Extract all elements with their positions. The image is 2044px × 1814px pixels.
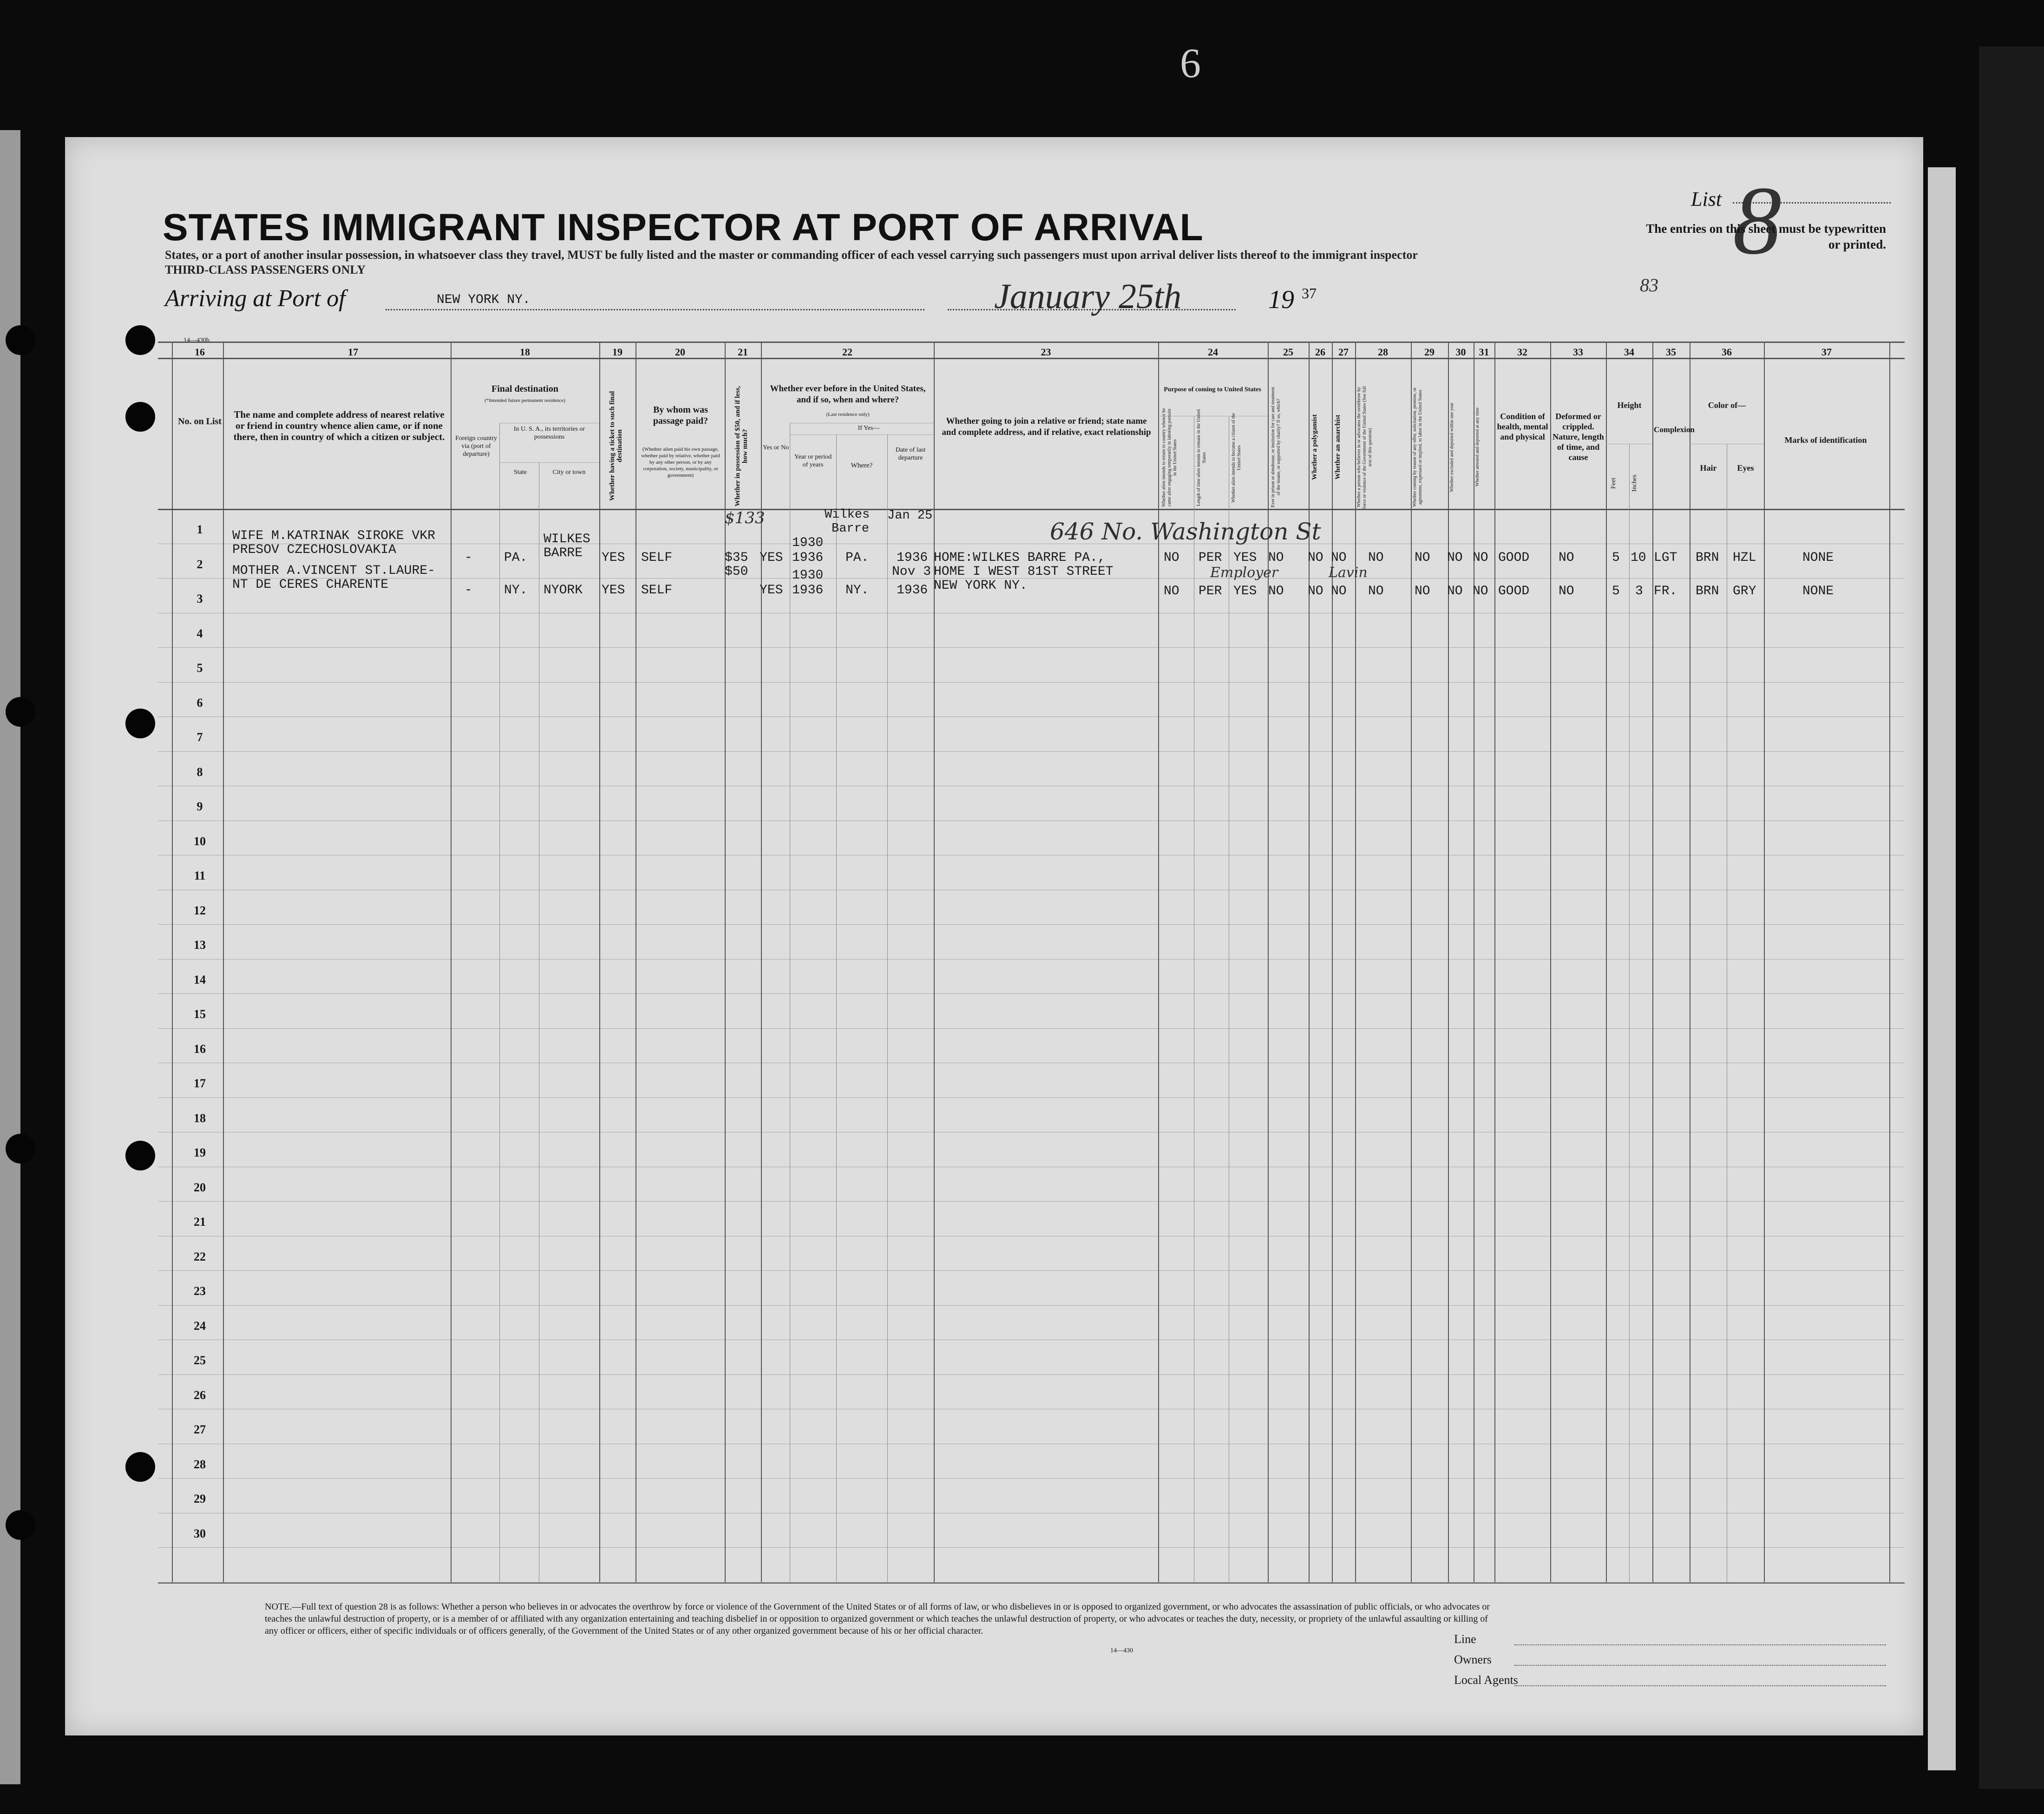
entry-1-departure: 1936 [897, 551, 928, 565]
grid-line [158, 716, 1905, 717]
subtitle-class: THIRD-CLASS PASSENGERS ONLY [165, 263, 366, 276]
list-label: List [1691, 188, 1722, 210]
entry-1-where: PA. [845, 551, 869, 565]
form-code: 14—430b [183, 337, 210, 344]
list-number: 8 [1733, 167, 1782, 275]
entry-1-marks: NONE [1802, 551, 1834, 565]
entry-1-city-line1: WILKES [544, 532, 590, 546]
entry-2-relative-line2: NT DE CERES CHARENTE [232, 578, 389, 592]
header-state: State [514, 469, 527, 476]
entry-1-complexion: LGT [1654, 551, 1677, 565]
row-number: 25 [194, 1354, 206, 1367]
header-no-on-list: No. on List [178, 416, 222, 427]
entry-1-anarchist: NO [1331, 551, 1347, 565]
col-num: 23 [1041, 346, 1051, 358]
header-where: Where? [851, 462, 873, 469]
row-number: 22 [194, 1249, 206, 1263]
header-final-destination: Final destination [491, 384, 558, 394]
header-return-intent: Whether alien intends to return to country whence he came after engaging temporarily in laboring pursuits in the United States [1161, 408, 1178, 507]
grid-line [836, 434, 837, 1582]
port-line [386, 309, 924, 310]
row-number: 27 [194, 1423, 206, 1437]
col-num: 36 [1722, 346, 1732, 358]
entry-2-feet: 5 [1612, 584, 1620, 598]
grid-line [1889, 342, 1890, 1582]
grid-line [761, 342, 762, 1582]
grid-line [158, 1270, 1905, 1271]
entry-1-length: PER [1199, 551, 1222, 565]
entry-1-money: $35 [725, 551, 748, 565]
footer-agents-label: Local Agents [1454, 1673, 1518, 1687]
binder-hole [6, 697, 35, 727]
entry-1-purpose-handwritten: Employer [1210, 565, 1278, 581]
header-period: Year or period of years [794, 454, 832, 468]
entry-2-anarchist: NO [1331, 584, 1347, 598]
page-subtitle [165, 248, 1628, 277]
entry-1-health: GOOD [1498, 551, 1530, 565]
entry-1-return: NO [1164, 551, 1179, 565]
grid-line [1606, 342, 1607, 1582]
row-number: 7 [197, 730, 203, 744]
col-num: 34 [1624, 346, 1634, 358]
entry-1-joining-handwritten: 646 No. Washington St [1050, 518, 1321, 545]
entry-1-city-line2: BARRE [544, 546, 583, 560]
footnote-form-code: 14—430 [1110, 1647, 1133, 1654]
row-number: 10 [194, 834, 206, 848]
entry-2-length: PER [1199, 584, 1222, 598]
header-color-of: Color of— [1708, 401, 1746, 410]
entry-2-complexion: FR. [1654, 584, 1677, 598]
grid-line [158, 1201, 1905, 1202]
header-complexion: Complexion [1654, 425, 1695, 434]
entry-2-paid-by: SELF [641, 583, 673, 598]
grid-line [790, 434, 934, 435]
grid-line [158, 647, 1905, 648]
entry-2-inches: 3 [1635, 584, 1643, 598]
header-foreign-via: Foreign country via (port of departure) [455, 435, 497, 458]
col-num: 31 [1479, 346, 1489, 358]
grid-line [158, 682, 1905, 683]
entry-1-relative-line2: PRESOV CZECHOSLOVAKIA [232, 543, 396, 557]
entry-1-inches: 10 [1631, 551, 1646, 565]
col-num: 27 [1338, 346, 1349, 358]
entry-2-joining-line2: NEW YORK NY. [934, 578, 1028, 593]
col-num: 17 [348, 346, 358, 358]
col-num: 18 [520, 346, 530, 358]
row-number: 24 [194, 1319, 206, 1333]
grid-line [158, 751, 1905, 752]
arriving-label: Arriving at Port of [165, 285, 346, 312]
header-anarchist: Whether an anarchist [1334, 414, 1342, 480]
row-number: 30 [194, 1526, 206, 1540]
entry-1-relative-line1: WIFE M.KATRINAK SIROKE VKR [232, 529, 435, 543]
entry-2-q29: NO [1415, 584, 1430, 598]
col-num: 24 [1208, 346, 1218, 358]
grid-line [1411, 342, 1412, 1582]
port-value: NEW YORK NY. [437, 293, 531, 307]
col-num: 16 [195, 346, 205, 358]
entry-1-period-line1: 1930 [792, 536, 824, 550]
footer-owners-field [1514, 1665, 1886, 1666]
arrival-date: January 25th [994, 277, 1182, 316]
entry-2-citizen: YES [1233, 584, 1257, 598]
header-hair: Hair [1700, 463, 1717, 473]
col-num: 25 [1283, 346, 1293, 358]
grid-line [1494, 342, 1495, 1582]
year-prefix: 19 [1268, 285, 1294, 314]
grid-line [158, 1582, 1905, 1583]
grid-line [635, 342, 636, 1582]
entry-2-period-line1: 1930 [792, 568, 824, 583]
entry-2-prison: NO [1268, 584, 1284, 598]
header-excluded: Whether excluded and deported within one year [1449, 402, 1454, 492]
entry-2-q28: NO [1368, 584, 1384, 598]
row-number: 6 [197, 696, 203, 710]
row-number: 2 [197, 557, 203, 571]
col-num: 28 [1378, 346, 1388, 358]
row-number: 5 [197, 661, 203, 675]
entry-2-q30: NO [1447, 584, 1463, 598]
header-city: City or town [552, 469, 586, 476]
entry-2-money: $50 [725, 565, 748, 579]
header-deformed: Deformed or crippled. Nature, length of time, and cause [1553, 412, 1604, 462]
entry-1-hair: BRN [1696, 551, 1719, 565]
entry-1-foreign-via: - [465, 551, 472, 565]
grid-line [599, 342, 600, 1582]
entry-1-citizen: YES [1233, 551, 1257, 565]
grid-line [725, 342, 726, 1582]
entry-1-joining: HOME:WILKES BARRE PA., [934, 551, 1106, 565]
grid-line [158, 1374, 1905, 1375]
entry-1-date: Jan 25 [887, 509, 933, 523]
top-margin-mark: 6 [1180, 40, 1201, 86]
row-number: 26 [194, 1388, 206, 1402]
header-arrested: Whether arrested and deported at any time [1475, 407, 1480, 487]
entry-2-relative-line1: MOTHER A.VINCENT ST.LAURE- [232, 564, 435, 578]
row-number: 9 [197, 800, 203, 814]
grid-line [1332, 342, 1333, 1582]
entry-2-departure: 1936 [897, 583, 928, 598]
entry-2-polygamist: NO [1308, 584, 1323, 598]
punch-hole [125, 402, 155, 432]
row-number: 19 [194, 1146, 206, 1160]
entry-1-paid-by: SELF [641, 551, 673, 565]
header-if-yes: If Yes— [858, 425, 880, 432]
header-purpose: Purpose of coming to United States [1164, 386, 1261, 393]
col-num: 26 [1315, 346, 1325, 358]
header-last-residence-note: (Last residence only) [826, 412, 870, 417]
entry-1-where-line1: Wilkes [825, 508, 870, 522]
entry-1-before: YES [760, 551, 783, 565]
row-number: 29 [194, 1492, 206, 1506]
header-health: Condition of health, mental and physical [1497, 412, 1548, 441]
grid-line [1550, 342, 1551, 1582]
footer-agents-field [1514, 1685, 1886, 1686]
punch-hole [125, 709, 155, 738]
year-suffix: 37 [1302, 285, 1317, 302]
binder-hole [6, 1134, 35, 1163]
col-num: 22 [842, 346, 852, 358]
header-prison: Ever in prison or almshouse, or institution for care and treatment of the insane, or supported by charity? If so, which? [1271, 387, 1281, 508]
footer-line-label: Line [1454, 1632, 1476, 1646]
footer-owners-label: Owners [1454, 1653, 1492, 1666]
punch-hole [125, 1452, 155, 1482]
col-num: 35 [1666, 346, 1676, 358]
grid-line [158, 1547, 1905, 1548]
row-number: 11 [194, 869, 206, 883]
header-eyes: Eyes [1737, 463, 1754, 473]
entry-2-eyes: GRY [1733, 584, 1756, 598]
grid-line [158, 1478, 1905, 1479]
footer-line-field [1514, 1644, 1886, 1645]
header-money: Whether in possession of $50, and if less, how much? [734, 386, 749, 506]
entry-1-q28: NO [1368, 551, 1384, 565]
header-final-destination-note: (*Intended future permanent residence) [485, 398, 565, 403]
grid-line [887, 434, 888, 1582]
entries-note: The entries on this sheet must be typewritten or printed. [1646, 222, 1886, 251]
entry-1-ticket: YES [602, 551, 625, 565]
row-number: 1 [197, 523, 203, 536]
row-number: 13 [194, 938, 206, 952]
page-stack-edge [1928, 167, 1956, 1770]
header-last-departure: Date of last departure [895, 447, 926, 461]
grid-line [158, 1028, 1905, 1029]
entry-2-foreign-via: - [465, 583, 472, 598]
row-number: 3 [197, 592, 203, 606]
entry-2-deformed: NO [1559, 584, 1574, 598]
col-num: 37 [1821, 346, 1832, 358]
grid-line [158, 993, 1905, 994]
row-number: 28 [194, 1457, 206, 1471]
header-polygamist: Whether a polygamist [1311, 414, 1318, 480]
entry-2-q31: NO [1473, 584, 1488, 598]
entry-2-where: NY. [845, 583, 869, 598]
entry-2-joining-line1: HOME I WEST 81ST STREET [934, 565, 1114, 579]
row-number: 17 [194, 1077, 206, 1091]
page-title: STATES IMMIGRANT INSPECTOR AT PORT OF ARRIVAL [163, 206, 1204, 249]
entry-2-city: NYORK [544, 583, 583, 598]
col-num: 29 [1424, 346, 1435, 358]
header-relative: The name and complete address of nearest relative or friend in country whence alien came, or if none there, then in country of which a citizen or subject. [233, 409, 445, 442]
entry-1-eyes: HZL [1733, 551, 1756, 565]
header-paid-by: By whom was passage paid? [653, 405, 708, 426]
entry-1-q30: NO [1447, 551, 1463, 565]
grid-line [934, 342, 935, 1582]
row-number: 20 [194, 1180, 206, 1194]
grid-line [1764, 342, 1765, 1582]
entry-2-before: YES [760, 583, 783, 598]
entry-2-ticket: YES [602, 583, 625, 598]
entry-1-money-handwritten: $133 [725, 509, 765, 527]
row-number: 12 [194, 903, 206, 917]
header-yes-no: Yes or No [762, 444, 789, 451]
punch-hole [125, 325, 155, 355]
entry-2-period-line2: 1936 [792, 583, 824, 598]
header-length-of-stay: Length of time alien intends to remain in the United States [1196, 409, 1207, 506]
header-ticket: Whether having a ticket to such final destination [609, 391, 623, 501]
header-height: Height [1617, 401, 1642, 410]
row-number: 16 [194, 1042, 206, 1056]
col-num: 33 [1573, 346, 1583, 358]
row-number: 21 [194, 1215, 206, 1229]
sheet-number: 83 [1640, 275, 1658, 296]
grid-line [158, 924, 1905, 925]
entry-1-prison: NO [1268, 551, 1284, 565]
entry-1-polygamist: NO [1308, 551, 1323, 565]
grid-line [1448, 342, 1449, 1582]
binder-hole [6, 325, 35, 355]
entry-2-hair: BRN [1696, 584, 1719, 598]
grid-line [158, 1305, 1905, 1306]
col-num: 21 [738, 346, 748, 358]
col-num: 30 [1455, 346, 1466, 358]
header-paid-by-note: (Whether alien paid his own passage, whether paid by relative, whether paid by any other person, or by any corporation, society, municipality, or government) [641, 447, 720, 478]
row-number: 8 [197, 765, 203, 779]
grid-line [499, 462, 599, 463]
col-num: 32 [1517, 346, 1527, 358]
header-labor-offer: Whether coming by reason of any offer, solicitation, promise, or agreement, expressed or implied, to labor in the United States [1412, 387, 1423, 507]
entry-1-q31: NO [1473, 551, 1488, 565]
grid-line [1629, 444, 1630, 1582]
entry-2-return: NO [1164, 584, 1179, 598]
entry-1-anarchist-handwritten: Lavin [1329, 565, 1368, 581]
grid-line [158, 509, 1905, 510]
binder-hole [6, 1510, 35, 1540]
grid-line [1355, 342, 1356, 1582]
header-citizen-intent: Whether alien intends to become a citizen of the United States [1231, 413, 1242, 503]
row-number: 14 [194, 973, 206, 986]
entry-1-deformed: NO [1559, 551, 1574, 565]
row-number: 18 [194, 1111, 206, 1125]
header-question-28: Whether a person who believes in or advocates the overthrow by force or violence of the Government of the United States (See full text of this question) [1356, 386, 1373, 509]
entry-1-q29: NO [1415, 551, 1430, 565]
row-number: 4 [197, 626, 203, 640]
row-number: 15 [194, 1007, 206, 1021]
footnote-question-28: NOTE.—Full text of question 28 is as follows: Whether a person who believes in or advocates the overthrow by force or violence of the Government of the United States or of all forms of law, or who disbelieves in or is opposed to organized government, or who advocates the assassination of public officials, or who advocates or teaches the unlawful destruction of property, or is a member of or affiliated with any organization entertaining and teaching disbelief in or opposition to organized government or which teaches the unlawful destruction of property, or who advocates or teaches the duty, necessity, or propriety of the unlawful assaulting or killing of any officer or officers, either of specific individuals or of officers generally, of the Government of the United States or of any other organized government because of his or her official character. [265, 1602, 1490, 1636]
header-inches: Inches [1631, 474, 1638, 492]
entry-1-feet: 5 [1612, 551, 1620, 565]
grid-line [158, 342, 1905, 343]
entry-1-period-line2: 1936 [792, 551, 824, 565]
header-in-usa: In U. S. A., its territories or possessions [513, 426, 585, 440]
grid-line [158, 959, 1905, 960]
grid-line [1652, 342, 1653, 1582]
entry-2-marks: NONE [1802, 584, 1834, 598]
header-joining: Whether going to join a relative or friend; state name and complete address, and if relative, exact relationship [942, 416, 1151, 437]
manifest-sheet [65, 40, 1923, 1735]
header-feet: Feet [1610, 477, 1617, 489]
header-ever-before: Whether ever before in the United States, and if so, when and where? [770, 384, 926, 405]
grid-line [451, 342, 452, 1582]
entry-1-where-line2: Barre [832, 522, 870, 536]
header-marks: Marks of identification [1784, 435, 1867, 445]
entry-2-date: Nov 3 [892, 565, 931, 579]
subtitle-instructions: States, or a port of another insular possession, in whatsoever class they travel, MUST be fully listed and the master or commanding officer of each vessel carrying such passengers must upon arrival deliver lists thereof to the immigrant inspector [165, 248, 1418, 262]
right-background [1979, 46, 2044, 1789]
grid-line [499, 423, 500, 1582]
col-num: 19 [612, 346, 622, 358]
col-num: 20 [675, 346, 685, 358]
entry-2-state: NY. [504, 583, 528, 598]
punch-hole [125, 1141, 155, 1170]
entry-1-state: PA. [504, 551, 528, 565]
row-number: 23 [194, 1284, 206, 1298]
entry-2-health: GOOD [1498, 584, 1530, 598]
